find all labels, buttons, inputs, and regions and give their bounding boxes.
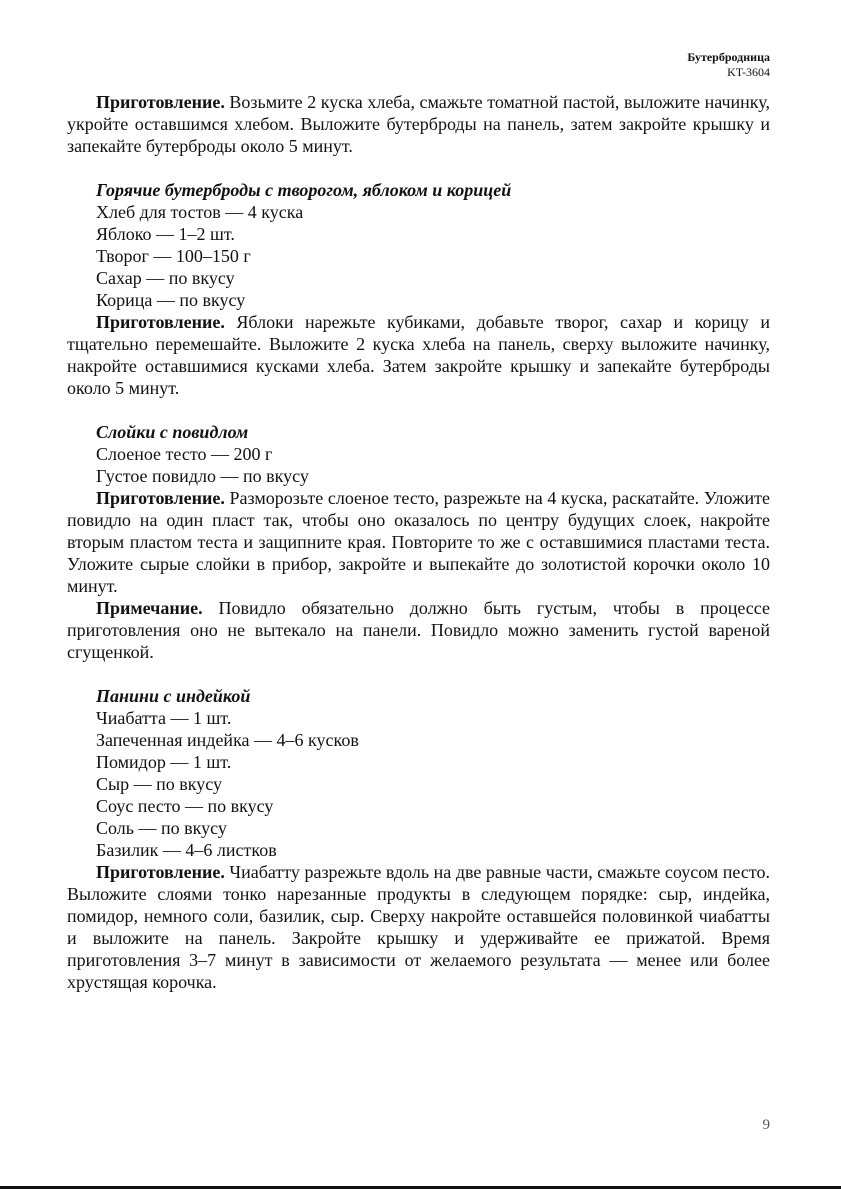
method-lead: Приготовление. bbox=[96, 312, 225, 332]
ingredient-item: Корица — по вкусу bbox=[96, 290, 246, 310]
method-paragraph bbox=[67, 487, 770, 597]
ingredient-item: Сахар — по вкусу bbox=[96, 268, 235, 288]
section-gap bbox=[67, 157, 770, 179]
method-lead: Приготовление. bbox=[96, 92, 225, 112]
note-lead: Примечание. bbox=[96, 598, 203, 618]
ingredient-item: Чиабатта — 1 шт. bbox=[96, 708, 232, 728]
ingredient-item: Густое повидло — по вкусу bbox=[96, 466, 309, 486]
ingredient-list bbox=[67, 201, 770, 311]
ingredient-item: Творог — 100–150 г bbox=[96, 246, 251, 266]
ingredient-item: Соль — по вкусу bbox=[96, 818, 227, 838]
recipe-title: Слойки с повидлом bbox=[96, 422, 249, 442]
method-text: Чиабатту разрежьте вдоль на две равные части, смажьте соусом песто. Выложите слоями тонко нарезанные продукты в следующем порядке: сыр, индейка, помидор, немного соли, базилик, сыр. Сверху накройте оставшейся половинкой чиабатты и выложите на панель. Закройте крышку и удерживайте ее прижатой. Время приготовления 3–7 минут в зависимости от желаемого результата — менее или более хрустящая корочка. bbox=[67, 862, 770, 992]
recipe-section bbox=[67, 685, 770, 993]
model-number: KT-3604 bbox=[727, 65, 770, 79]
method-paragraph bbox=[67, 861, 770, 993]
intro-paragraph bbox=[67, 91, 770, 157]
ingredient-item: Слоеное тесто — 200 г bbox=[96, 444, 273, 464]
ingredient-item: Запеченная индейка — 4–6 кусков bbox=[96, 730, 359, 750]
note-text: Повидло обязательно должно быть густым, чтобы в процессе приготовления оно не вытекало на панели. Повидло можно заменить густой вареной сгущенкой. bbox=[67, 598, 770, 662]
section-gap bbox=[67, 399, 770, 421]
note-paragraph bbox=[67, 597, 770, 663]
ingredient-item: Помидор — 1 шт. bbox=[96, 752, 232, 772]
ingredient-item: Сыр — по вкусу bbox=[96, 774, 222, 794]
recipe-title: Горячие бутерброды с творогом, яблоком и корицей bbox=[96, 180, 512, 200]
ingredient-item: Базилик — 4–6 листков bbox=[96, 840, 277, 860]
running-header bbox=[687, 50, 770, 80]
ingredient-list bbox=[67, 443, 770, 487]
ingredient-item: Яблоко — 1–2 шт. bbox=[96, 224, 235, 244]
document-body bbox=[67, 91, 770, 993]
recipe-section bbox=[67, 421, 770, 663]
method-text: Разморозьте слоеное тесто, разрежьте на 4 куска, раскатайте. Уложите повидло на один пласт так, чтобы оно оказалось по центру будущих слоек, накройте вторым пластом теста и защипните края. Повторите то же с оставшимися пластами теста. Уложите сырые слойки в прибор, закройте и выпекайте до золотистой корочки около 10 минут. bbox=[67, 488, 770, 596]
recipe-section bbox=[67, 179, 770, 399]
method-lead: Приготовление. bbox=[96, 488, 225, 508]
page-number: 9 bbox=[762, 1117, 770, 1133]
ingredient-item: Соус песто — по вкусу bbox=[96, 796, 274, 816]
section-gap bbox=[67, 663, 770, 685]
recipe-title: Панини с индейкой bbox=[96, 686, 251, 706]
method-text: Яблоки нарежьте кубиками, добавьте творог, сахар и корицу и тщательно перемешайте. Выложите 2 куска хлеба на панель, сверху выложите начинку, накройте оставшимися кусками хлеба. Затем закройте крышку и запекайте бутерброды около 5 минут. bbox=[67, 312, 770, 398]
ingredient-list bbox=[67, 707, 770, 861]
method-text: Возьмите 2 куска хлеба, смажьте томатной пастой, выложите начинку, укройте оставшимся хлебом. Выложите бутерброды на панель, затем закройте крышку и запекайте бутерброды около 5 минут. bbox=[67, 92, 770, 156]
ingredient-item: Хлеб для тостов — 4 куска bbox=[96, 202, 304, 222]
method-paragraph bbox=[67, 311, 770, 399]
method-lead: Приготовление. bbox=[96, 862, 225, 882]
product-name: Бутербродница bbox=[687, 50, 770, 64]
